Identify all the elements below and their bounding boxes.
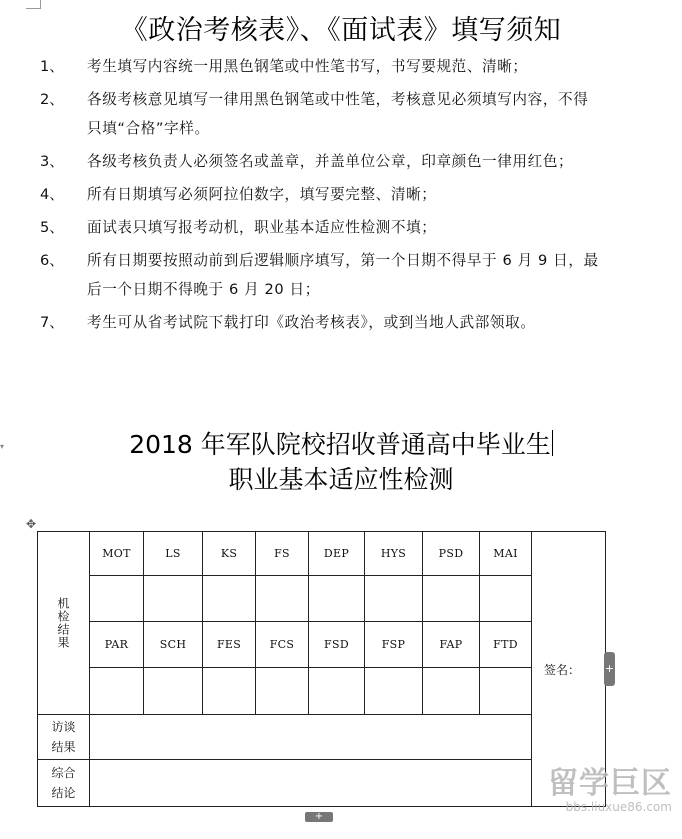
notice-rules-list <box>40 52 600 341</box>
rule-text: 考生填写内容统一用黑色钢笔或中性笔书写，书写要规范、清晰； <box>87 58 528 75</box>
rule-item <box>40 147 600 176</box>
code-cell: FSD <box>309 622 365 668</box>
score-cell[interactable] <box>256 668 309 715</box>
rule-text: 各级考核意见填写一律用黑色钢笔或中性笔，考核意见必须填写内容，不得只填“合格”字样。 <box>87 91 589 137</box>
notice-title: 《政治考核表》、《面试表》填写须知 <box>120 15 562 46</box>
watermark-logo: 留学巨区 <box>548 766 672 801</box>
rule-text: 各级考核负责人必须签名或盖章，并盖单位公章，印章颜色一律用红色； <box>87 153 574 170</box>
rule-number: 3、 <box>40 153 64 170</box>
machine-result-label-cell <box>38 532 90 715</box>
rule-item <box>40 52 600 81</box>
code-cell: SCH <box>144 622 203 668</box>
score-cell[interactable] <box>256 576 309 622</box>
rule-item <box>40 213 600 242</box>
code-cell: PAR <box>90 622 144 668</box>
code-cell: FAP <box>423 622 480 668</box>
code-cell: DEP <box>309 532 365 576</box>
rule-text: 考生可从省考试院下载打印《政治考核表》，或到当地人武部领取。 <box>87 314 536 331</box>
code-cell: FCS <box>256 622 309 668</box>
rule-item <box>40 308 600 337</box>
table-move-handle-icon[interactable]: ✥ <box>26 517 37 531</box>
conclusion-label: 综合结论 <box>38 760 90 807</box>
score-cell[interactable] <box>90 668 144 715</box>
rule-text: 面试表只填写报考动机，职业基本适应性检测不填； <box>87 219 437 236</box>
form-title-line1: 2018 年军队院校招收普通高中毕业生 <box>129 430 551 459</box>
score-cell[interactable] <box>90 576 144 622</box>
code-cell: FTD <box>480 622 532 668</box>
rule-number: 6、 <box>40 252 64 269</box>
score-cell[interactable] <box>480 668 532 715</box>
score-cell[interactable] <box>203 668 256 715</box>
collapse-arrow-icon[interactable]: ▾ <box>0 442 5 451</box>
table-row <box>38 715 606 760</box>
signature-label: 签名： <box>544 662 581 677</box>
table-row <box>38 622 606 668</box>
rule-item <box>40 246 600 304</box>
score-cell[interactable] <box>309 668 365 715</box>
code-cell: MOT <box>90 532 144 576</box>
add-column-handle-icon[interactable]: + <box>604 652 615 686</box>
watermark-url: bbs.liuxue86.com <box>565 800 672 814</box>
score-cell[interactable] <box>365 576 423 622</box>
table-row <box>38 532 606 576</box>
score-cell[interactable] <box>203 576 256 622</box>
code-cell: FS <box>256 532 309 576</box>
rule-item <box>40 180 600 209</box>
code-cell: FSP <box>365 622 423 668</box>
score-cell[interactable] <box>365 668 423 715</box>
add-row-handle-icon[interactable]: + <box>305 812 333 822</box>
machine-result-label: 机检结果 <box>56 597 70 649</box>
score-cell[interactable] <box>423 668 480 715</box>
rule-number: 4、 <box>40 186 64 203</box>
rule-number: 5、 <box>40 219 64 236</box>
table-row <box>38 760 606 807</box>
table-row <box>38 576 606 622</box>
rule-number: 7、 <box>40 314 64 331</box>
form-title-line2: 职业基本适应性检测 <box>228 465 454 494</box>
interview-result-field[interactable] <box>90 715 532 760</box>
interview-result-label: 访谈结果 <box>38 715 90 760</box>
rule-number: 2、 <box>40 91 64 108</box>
table-row <box>38 668 606 715</box>
aptitude-test-table <box>37 531 606 807</box>
score-cell[interactable] <box>144 576 203 622</box>
rule-number: 1、 <box>40 58 64 75</box>
rule-item <box>40 85 600 143</box>
code-cell: MAI <box>480 532 532 576</box>
code-cell: PSD <box>423 532 480 576</box>
score-cell[interactable] <box>144 668 203 715</box>
code-cell: HYS <box>365 532 423 576</box>
rule-text: 所有日期填写必须阿拉伯数字，填写要完整、清晰； <box>87 186 437 203</box>
rule-text: 所有日期要按照动前到后逻辑顺序填写，第一个日期不得早于 6 月 9 日，最后一个日期不得晚于 6 月 20 日； <box>87 252 599 298</box>
score-cell[interactable] <box>423 576 480 622</box>
code-cell: FES <box>203 622 256 668</box>
conclusion-field[interactable] <box>90 760 532 807</box>
code-cell: LS <box>144 532 203 576</box>
code-cell: KS <box>203 532 256 576</box>
score-cell[interactable] <box>480 576 532 622</box>
text-cursor <box>552 430 553 456</box>
site-watermark <box>548 768 672 814</box>
form-title <box>0 427 682 497</box>
score-cell[interactable] <box>309 576 365 622</box>
